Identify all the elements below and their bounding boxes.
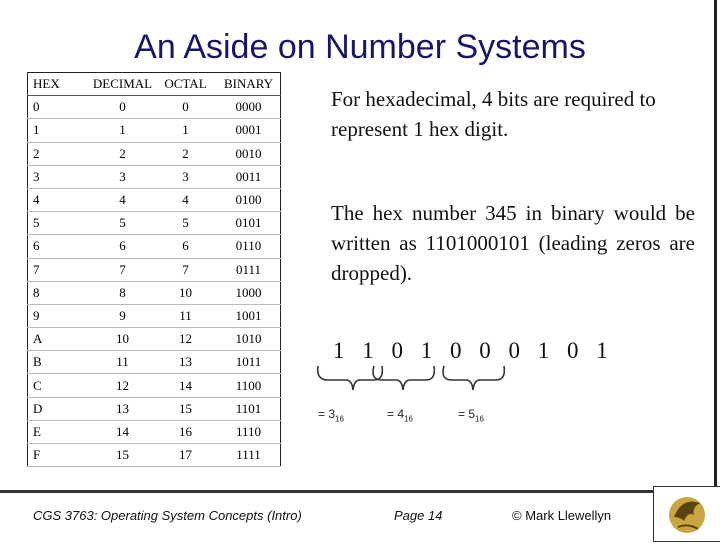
university-logo — [653, 486, 720, 542]
table-cell: 0101 — [217, 212, 281, 235]
table-cell: 11 — [154, 304, 217, 327]
table-cell: 0 — [154, 96, 217, 119]
table-row — [28, 96, 281, 119]
hex-example-paragraph: The hex number 345 in binary would be written as 1101000101 (leading zeros are dropped). — [331, 201, 695, 285]
table-cell: 0000 — [217, 96, 281, 119]
table-cell: DECIMAL — [91, 73, 154, 96]
table-row — [28, 188, 281, 211]
table-cell: 8 — [91, 281, 154, 304]
table-cell: 1011 — [217, 351, 281, 374]
table-cell: 14 — [154, 374, 217, 397]
table-cell: 0010 — [217, 142, 281, 165]
table-cell: 10 — [154, 281, 217, 304]
table-cell: 5 — [91, 212, 154, 235]
table-cell: 15 — [91, 444, 154, 467]
table-cell: 14 — [91, 420, 154, 443]
table-cell: 2 — [154, 142, 217, 165]
table-cell: 7 — [28, 258, 92, 281]
table-cell: 9 — [28, 304, 92, 327]
table-cell: 9 — [91, 304, 154, 327]
table-cell: F — [28, 444, 92, 467]
table-cell: 4 — [28, 188, 92, 211]
table-row — [28, 328, 281, 351]
footer-page: Page 14 — [394, 508, 443, 523]
table-cell: 7 — [154, 258, 217, 281]
table-row — [28, 235, 281, 258]
table-cell: 8 — [28, 281, 92, 304]
table-cell: 1111 — [217, 444, 281, 467]
pegasus-logo-icon — [654, 487, 720, 541]
group-1-value: = $3_{16}$ — [318, 407, 344, 424]
table-cell: 0 — [28, 96, 92, 119]
table-cell: 0011 — [217, 165, 281, 188]
table-cell: 13 — [91, 397, 154, 420]
table-cell: 7 — [91, 258, 154, 281]
table-row — [28, 397, 281, 420]
hex-bits-paragraph: For hexadecimal, 4 bits are required to represent 1 hex digit. — [331, 87, 656, 141]
table-cell: 1 — [154, 119, 217, 142]
bracket-group-3 — [443, 366, 504, 390]
binary-digits: 1 1 0 1 0 0 0 1 0 1 — [333, 338, 614, 363]
table-cell: BINARY — [217, 73, 281, 96]
table-cell: 17 — [154, 444, 217, 467]
table-cell: 3 — [28, 165, 92, 188]
right-border — [714, 0, 717, 490]
table-cell: 6 — [91, 235, 154, 258]
table-row — [28, 351, 281, 374]
table-cell: 0111 — [217, 258, 281, 281]
table-cell: C — [28, 374, 92, 397]
table-cell: 3 — [154, 165, 217, 188]
table-cell: 1100 — [217, 374, 281, 397]
table-cell: 0001 — [217, 119, 281, 142]
table-cell: 13 — [154, 351, 217, 374]
table-cell: 0100 — [217, 188, 281, 211]
table-cell: 1101 — [217, 397, 281, 420]
table-cell: A — [28, 328, 92, 351]
table-row — [28, 165, 281, 188]
table-cell: 0 — [91, 96, 154, 119]
table-cell: 11 — [91, 351, 154, 374]
table-cell: 1001 — [217, 304, 281, 327]
table-cell: 12 — [154, 328, 217, 351]
table-row — [28, 142, 281, 165]
table-cell: 1110 — [217, 420, 281, 443]
number-systems-table — [27, 72, 281, 467]
table-row — [28, 304, 281, 327]
table-cell: B — [28, 351, 92, 374]
group-3-value: = $5_{16}$ — [458, 407, 484, 424]
table-row — [28, 420, 281, 443]
table-cell: OCTAL — [154, 73, 217, 96]
table-cell: 0110 — [217, 235, 281, 258]
table-row — [28, 374, 281, 397]
table-cell: 2 — [91, 142, 154, 165]
table-cell: E — [28, 420, 92, 443]
table-cell: 5 — [28, 212, 92, 235]
table-header-row — [28, 73, 281, 96]
table-cell: 6 — [154, 235, 217, 258]
table-cell: 2 — [28, 142, 92, 165]
table-cell: 4 — [91, 188, 154, 211]
table-cell: 15 — [154, 397, 217, 420]
table-row — [28, 258, 281, 281]
footer-divider — [0, 490, 720, 493]
table-cell: 10 — [91, 328, 154, 351]
table-row — [28, 281, 281, 304]
table-cell: 12 — [91, 374, 154, 397]
footer-course: CGS 3763: Operating System Concepts (Intro) — [33, 508, 302, 523]
table-cell: 16 — [154, 420, 217, 443]
table-cell: 1 — [28, 119, 92, 142]
footer-author: © Mark Llewellyn — [512, 508, 612, 523]
table-cell: 4 — [154, 188, 217, 211]
table-cell: 5 — [154, 212, 217, 235]
table-row — [28, 444, 281, 467]
table-cell: HEX — [28, 73, 92, 96]
slide-title: An Aside on Number Systems — [134, 28, 586, 66]
table-row — [28, 119, 281, 142]
table-cell: 1010 — [217, 328, 281, 351]
table-cell: 6 — [28, 235, 92, 258]
table-cell: D — [28, 397, 92, 420]
table-cell: 1000 — [217, 281, 281, 304]
grouping-brackets — [312, 362, 512, 396]
table-row — [28, 212, 281, 235]
table-cell: 1 — [91, 119, 154, 142]
table-cell: 3 — [91, 165, 154, 188]
group-2-value: = $4_{16}$ — [387, 407, 413, 424]
